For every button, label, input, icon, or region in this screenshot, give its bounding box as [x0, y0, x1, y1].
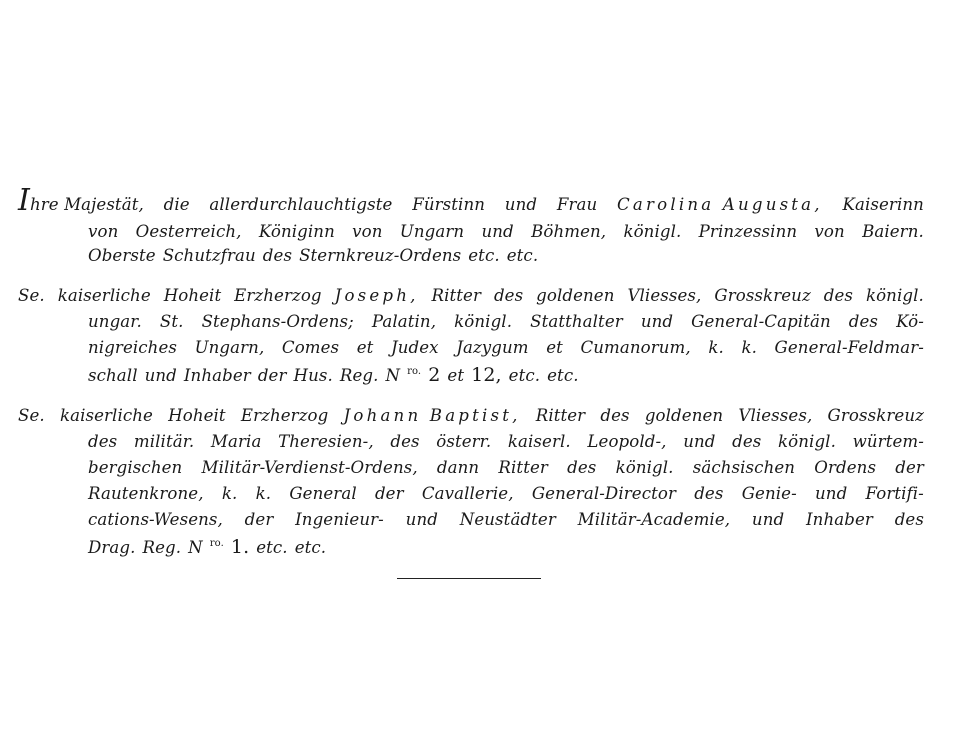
- entry-line: Se. kaiserliche Hoheit Erzherzog Joseph, Ritter des goldenen Vliesses, Grosskreuz des königl.: [18, 286, 924, 305]
- name-joseph: Joseph,: [334, 286, 419, 305]
- name-johann-baptist: Johann Baptist,: [343, 406, 521, 425]
- entry-line: Se. kaiserliche Hoheit Erzherzog Johann Baptist, Ritter des goldenen Vliesses, Grosskreuz: [18, 406, 924, 425]
- section-divider-rule: [397, 578, 541, 579]
- entry-line: schall und Inhaber der Hus. Reg. N $^{ro.}$ 2 et 12, etc. etc.: [88, 364, 579, 386]
- entry-line: bergischen Militär-Verdienst-Ordens, dann Ritter des königl. sächsischen Ordens der: [88, 458, 924, 477]
- entry-line: Oberste Schutzfrau des Sternkreuz-Ordens etc. etc.: [88, 246, 539, 265]
- entry-line: ungar. St. Stephans-Ordens; Palatin, königl. Statthalter und General-Capitän des Kö-: [88, 312, 924, 331]
- name-carolina-augusta: Carolina Augusta,: [617, 195, 823, 214]
- initial-letter: I: [18, 183, 30, 218]
- entry-line: des militär. Maria Theresien-, des österr. kaiserl. Leopold-, und des königl. würtem-: [88, 432, 924, 451]
- entry-line: nigreiches Ungarn, Comes et Judex Jazygum et Cumanorum, k. k. General-Feldmar-: [88, 338, 924, 357]
- entry-line: Rautenkrone, k. k. General der Cavallerie, General-Director des Genie- und Fortifi-: [88, 484, 924, 503]
- entry-line: Ihre Majestät, die allerdurchlauchtigste Fürstinn und Frau Carolina Augusta, Kaiserinn: [18, 183, 924, 218]
- entry-line: von Oesterreich, Königinn von Ungarn und Böhmen, königl. Prinzessinn von Baiern.: [88, 222, 924, 241]
- entry-line: cations-Wesens, der Ingenieur- und Neustädter Militär-Academie, und Inhaber des: [88, 510, 924, 529]
- entry-line: Drag. Reg. N $^{ro.}$ 1. etc. etc.: [88, 536, 327, 558]
